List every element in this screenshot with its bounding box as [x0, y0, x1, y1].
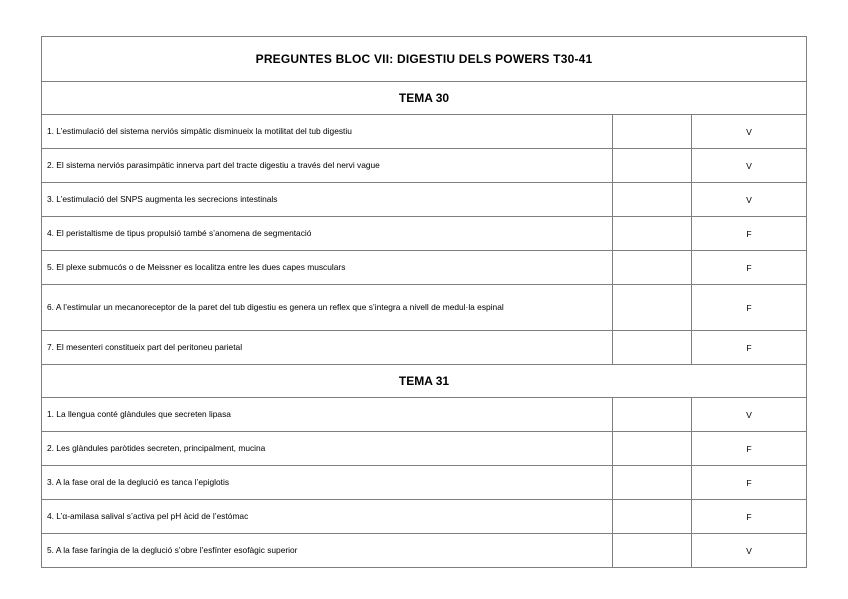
question-text: 7. El mesenteri constitueix part del peritoneu parietal: [42, 331, 613, 365]
question-text: 2. El sistema nerviós parasimpàtic innerva part del tracte digestiu a través del nervi vague: [42, 149, 613, 183]
question-row: [42, 285, 807, 331]
question-answer: F: [692, 466, 807, 500]
question-answer: V: [692, 149, 807, 183]
question-answer: V: [692, 183, 807, 217]
question-row: [42, 398, 807, 432]
question-mark-cell: [613, 432, 692, 466]
question-row: [42, 251, 807, 285]
question-mark-cell: [613, 500, 692, 534]
section-heading: TEMA 31: [42, 365, 807, 398]
question-answer: F: [692, 251, 807, 285]
question-answer: F: [692, 285, 807, 331]
question-text: 6. A l’estimular un mecanoreceptor de la paret del tub digestiu es genera un reflex que s’integra a nivell de medul·la espinal: [42, 285, 613, 331]
question-row: [42, 217, 807, 251]
section-heading: TEMA 30: [42, 82, 807, 115]
question-row: [42, 183, 807, 217]
question-text: 4. L’α-amilasa salival s’activa pel pH àcid de l’estómac: [42, 500, 613, 534]
question-row: [42, 500, 807, 534]
section-heading-row: [42, 365, 807, 398]
question-text: 1. L’estimulació del sistema nerviós simpàtic disminueix la motilitat del tub digestiu: [42, 115, 613, 149]
question-mark-cell: [613, 331, 692, 365]
question-answer: F: [692, 331, 807, 365]
question-text: 4. El peristaltisme de tipus propulsió també s’anomena de segmentació: [42, 217, 613, 251]
question-answer: V: [692, 398, 807, 432]
question-mark-cell: [613, 149, 692, 183]
question-answer: F: [692, 217, 807, 251]
question-row: [42, 534, 807, 568]
question-answer: V: [692, 534, 807, 568]
section-heading-row: [42, 82, 807, 115]
title-row: [42, 37, 807, 82]
question-mark-cell: [613, 217, 692, 251]
question-answer: F: [692, 500, 807, 534]
question-row: [42, 432, 807, 466]
question-text: 3. L’estimulació del SNPS augmenta les secrecions intestinals: [42, 183, 613, 217]
question-mark-cell: [613, 183, 692, 217]
question-row: [42, 331, 807, 365]
question-text: 3. A la fase oral de la deglució es tanca l’epiglotis: [42, 466, 613, 500]
document-title: PREGUNTES BLOC VII: DIGESTIU DELS POWERS T30-41: [42, 37, 807, 82]
question-mark-cell: [613, 466, 692, 500]
question-text: 2. Les glàndules paròtides secreten, principalment, mucina: [42, 432, 613, 466]
question-mark-cell: [613, 534, 692, 568]
questions-table: [41, 36, 807, 568]
question-text: 1. La llengua conté glàndules que secreten lipasa: [42, 398, 613, 432]
question-row: [42, 466, 807, 500]
question-mark-cell: [613, 398, 692, 432]
question-mark-cell: [613, 251, 692, 285]
question-answer: V: [692, 115, 807, 149]
question-mark-cell: [613, 115, 692, 149]
question-text: 5. A la fase faríngia de la deglució s’obre l’esfínter esofàgic superior: [42, 534, 613, 568]
question-row: [42, 115, 807, 149]
question-answer: F: [692, 432, 807, 466]
question-row: [42, 149, 807, 183]
question-mark-cell: [613, 285, 692, 331]
question-text: 5. El plexe submucós o de Meissner es localitza entre les dues capes musculars: [42, 251, 613, 285]
